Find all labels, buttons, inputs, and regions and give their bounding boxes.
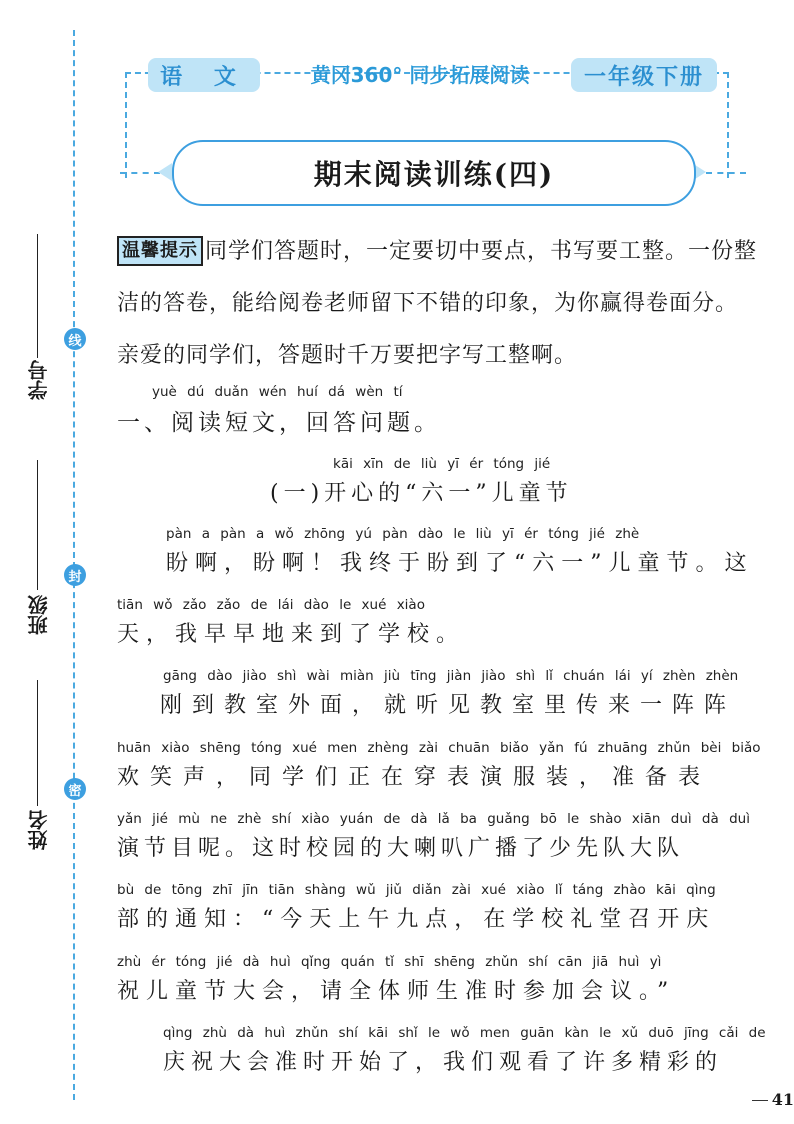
passage-title-pinyin: kāi xīn de liù yī ér tóng jié bbox=[333, 456, 551, 472]
tip-paragraph bbox=[117, 226, 757, 382]
passage-line-1-pinyin: pàn a pàn a wǒ zhōng yú pàn dào le liù yī ér tóng jié zhè bbox=[166, 526, 640, 542]
passage-line-7-pinyin: zhù ér tóng jié dà huì qǐng quán tǐ shī shēng zhǔn shí cān jiā huì yì bbox=[117, 954, 662, 970]
passage-line-7: 祝儿童节大会，请全体师生准时参加会议。” bbox=[117, 979, 676, 1004]
passage-line-6: 部的通知：“今天上午九点，在学校礼堂召开庆 bbox=[117, 907, 716, 932]
student-number-line bbox=[37, 234, 38, 358]
passage-title: (一)开心的“六一”儿童节 bbox=[270, 481, 573, 506]
name-label: 姓名 bbox=[27, 810, 51, 850]
passage-line-5-pinyin: yǎn jié mù ne zhè shí xiào yuán de dà lǎ ba guǎng bō le shào xiān duì dà duì bbox=[117, 811, 750, 827]
name-field[interactable] bbox=[4, 680, 64, 880]
student-number-label: 学号 bbox=[27, 360, 51, 400]
class-field[interactable] bbox=[4, 460, 64, 660]
tip-text: 同学们答题时，一定要切中要点，书写要工整。一份整洁的答卷，能给阅卷老师留下不错的印象，为你赢得卷面分。亲爱的同学们，答题时千万要把字写工整啊。 bbox=[117, 239, 758, 368]
seal-seal-mark: 封 bbox=[64, 564, 86, 586]
name-line bbox=[37, 680, 38, 806]
passage-line-5: 演节目呢。这时校园的大喇叭广播了少先队大队 bbox=[117, 836, 685, 861]
seal-line-mark: 线 bbox=[64, 328, 86, 350]
passage-line-4: 欢笑声，同学们正在穿表演服装，准备表 bbox=[117, 765, 712, 790]
passage-line-1: 盼啊，盼啊！我终于盼到了“六一”儿童节。这 bbox=[166, 551, 754, 576]
passage-line-4-pinyin: huān xiào shēng tóng xué men zhèng zài chuān biǎo yǎn fú zhuāng zhǔn bèi biǎo bbox=[117, 740, 761, 756]
class-line bbox=[37, 460, 38, 590]
series-title: 黄冈360° 同步拓展阅读 bbox=[310, 63, 530, 87]
page-title: 期末阅读训练(四) bbox=[172, 140, 696, 206]
subject-tag: 语 文 bbox=[148, 58, 260, 92]
passage-line-8-pinyin: qìng zhù dà huì zhǔn shí kāi shǐ le wǒ men guān kàn le xǔ duō jīng cǎi de bbox=[163, 1025, 766, 1041]
grade-tag: 一年级下册 bbox=[571, 58, 717, 92]
passage-line-8: 庆祝大会准时开始了，我们观看了许多精彩的 bbox=[163, 1050, 724, 1075]
page-number-dash bbox=[752, 1100, 768, 1101]
student-number-field[interactable] bbox=[4, 230, 64, 430]
class-label: 班级 bbox=[27, 595, 51, 635]
section-heading: 一、阅读短文，回答问题。 bbox=[117, 410, 441, 436]
passage-line-2: 天，我早早地来到了学校。 bbox=[117, 622, 466, 647]
title-left-connector bbox=[120, 172, 160, 174]
section-pinyin: yuè dú duǎn wén huí dá wèn tí bbox=[152, 384, 403, 400]
seal-secret-mark: 密 bbox=[64, 778, 86, 800]
passage-line-2-pinyin: tiān wǒ zǎo zǎo de lái dào le xué xiào bbox=[117, 597, 425, 613]
title-left-ornament bbox=[158, 163, 172, 181]
tip-badge: 温馨提示 bbox=[117, 236, 203, 266]
passage-line-3: 刚到教室外面，就听见教室里传来一阵阵 bbox=[160, 693, 737, 718]
passage-line-3-pinyin: gāng dào jiào shì wài miàn jiù tīng jiàn jiào shì lǐ chuán lái yí zhèn zhèn bbox=[163, 668, 739, 684]
title-right-connector bbox=[706, 172, 746, 174]
page-number: 41 bbox=[771, 1090, 794, 1109]
passage-line-6-pinyin: bù de tōng zhī jīn tiān shàng wǔ jiǔ diǎn zài xué xiào lǐ táng zhào kāi qìng bbox=[117, 882, 716, 898]
